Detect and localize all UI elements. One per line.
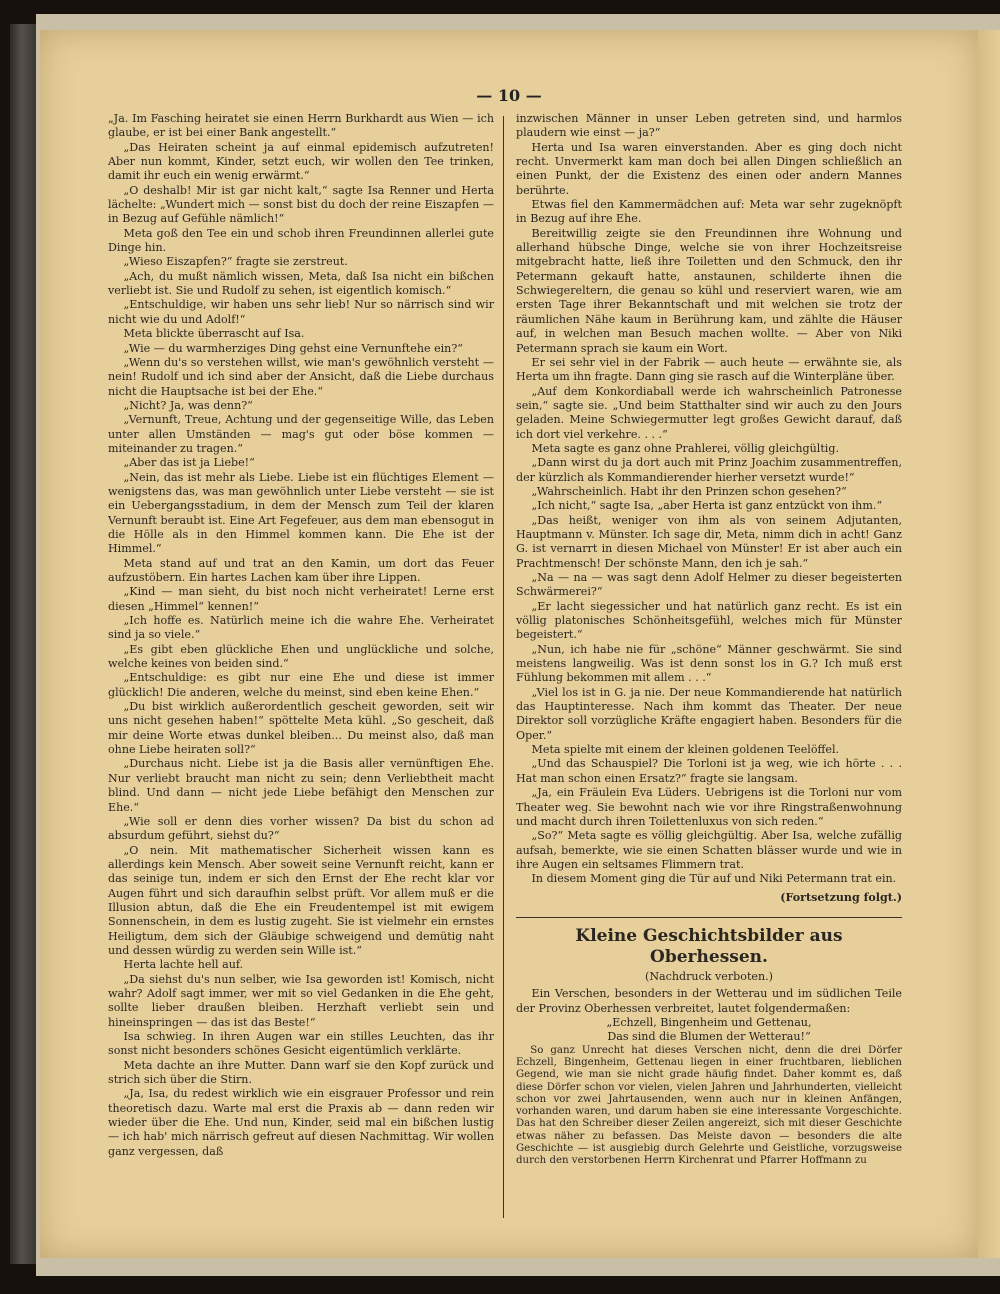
paragraph: „Da siehst du's nun selber, wie Isa geworden ist! Komisch, nicht wahr? Adolf sagt immer, wer mit so viel Gedanken in die Ehe geht, sollte lieber draußen bleiben. Herzhaft verliebt sein und hineinspringen — das ist das Beste!“ xyxy=(108,972,494,1029)
paragraph: In diesem Moment ging die Tür auf und Niki Petermann trat ein. xyxy=(531,872,897,886)
article-body: So ganz Unrecht hat dieses Verschen nicht, denn die drei Dörfer Echzell, Bingenheim, Gettenau liegen in einer fruchtbaren, lieblichen Gegend, wie man sie nicht grade häufig findet. Daher kommt es, daß diese Dörfer schon vor vielen, vielen Jahren und Jahrhunderten, vielleicht schon vor zwei Jahrtausenden, wenn auch nur in kleinen Anfängen, vorhanden waren, und darum haben sie eine interessante Vorgeschichte. Das hat den Schreiber dieser Zeilen angereizt, sich mit dieser Geschichte etwas näher zu befassen. Das Meiste davon — besonders die alte Geschichte — ist ausgiebig durch Gelehrte und Geistliche, vorzugsweise durch den verstorbenen Herrn Kirchenrat und Pfarrer Hoffmann zu xyxy=(516,1044,902,1167)
paragraph: „Ich nicht,“ sagte Isa, „aber Herta ist ganz entzückt von ihm.“ xyxy=(531,499,883,513)
continuation-note: (Fortsetzung folgt.) xyxy=(780,890,902,904)
right-column xyxy=(516,112,902,1168)
paragraph: „Ich hoffe es. Natürlich meine ich die wahre Ehe. Verheiratet sind ja so viele.“ xyxy=(108,614,494,642)
paragraph: „Kind — man sieht, du bist noch nicht verheiratet! Lerne erst diesen „Himmel“ kennen!“ xyxy=(108,585,494,613)
paragraph: „Ja. Im Fasching heiratet sie einen Herrn Burkhardt aus Wien — ich glaube, er ist bei einer Bank angestellt.“ xyxy=(108,112,494,140)
paragraph: „Nicht? Ja, was denn?“ xyxy=(123,398,253,412)
paragraph: „O nein. Mit mathematischer Sicherheit wissen kann es allerdings kein Mensch. Aber soweit seine Vernunft reicht, kann er das seinige tun, indem er sich den Ernst der Ehe recht klar vor Augen führt und sich daraufhin selbst prüft. Vor allem muß er die Illusion abtun, daß die Ehe ein Freudentempel ist mit ewigem Sonnenschein, in dem es lustig zugeht. Sie ist vielmehr ein ernstes Heiligtum, dem sich der Gläubige schweigend und demütig naht und dessen würdig zu werden sein Wille ist.“ xyxy=(108,843,494,957)
paragraph: Bereitwillig zeigte sie den Freundinnen ihre Wohnung und allerhand hübsche Dinge, welche sie von ihrer Hochzeitsreise mitgebracht hatte, ließ ihre Toiletten und den Schmuck, den ihr Petermann gekauft hatte, anstaunen, schilderte ihnen die Schwiegereltern, die genau so kühl und reserviert waren, wie am ersten Tage ihrer Bekanntschaft und mit welchen sie trotz der räumlichen Nähe kaum in Berührung kam, und zählte die Häuser auf, in welchen man Besuch machen wollte. — Aber von Niki Petermann sprach sie kaum ein Wort. xyxy=(516,226,902,355)
verse-line: Das sind die Blumen der Wetterau!“ xyxy=(607,1030,811,1044)
paragraph: Meta spielte mit einem der kleinen goldenen Teelöffel. xyxy=(531,743,840,757)
paragraph: „Ach, du mußt nämlich wissen, Meta, daß Isa nicht ein bißchen verliebt ist. Sie und Rudolf zu sehen, ist eigentlich komisch.“ xyxy=(108,269,494,298)
paragraph: „Nein, das ist mehr als Liebe. Liebe ist ein flüchtiges Element — wenigstens das, was man gewöhnlich unter Liebe versteht — sie ist ein Uebergangsstadium, in dem der Mensch zum Teil der klaren Vernunft beraubt ist. Eine Art Fegefeuer, aus dem man ebensogut in die Hölle als in den Himmel kommen kann. Die Ehe ist der Himmel.“ xyxy=(108,470,494,556)
paragraph: „So?“ Meta sagte es völlig gleichgültig. Aber Isa, welche zufällig aufsah, bemerkte, wie sie einen Schatten blässer wurde und wie in ihre Augen ein seltsames Flimmern trat. xyxy=(516,829,902,871)
paragraph: „Entschuldige: es gibt nur eine Ehe und diese ist immer glücklich! Die anderen, welche du meinst, sind eben keine Ehen.“ xyxy=(108,671,494,699)
paragraph: „Es gibt eben glückliche Ehen und unglückliche und solche, welche keines von beiden sind.“ xyxy=(108,642,494,671)
paragraph: „Dann wirst du ja dort auch mit Prinz Joachim zusammentreffen, der kürzlich als Kommandierender hierher versetzt wurde!“ xyxy=(516,456,902,484)
paragraph: „Wahrscheinlich. Habt ihr den Prinzen schon gesehen?“ xyxy=(531,484,847,498)
paragraph: „Nun, ich habe nie für „schöne“ Männer geschwärmt. Sie sind meistens langweilig. Was ist denn sonst los in G.? Ich muß erst Fühlung bekommen mit allem . . .“ xyxy=(516,642,902,685)
paragraph: „Wieso Eiszapfen?“ fragte sie zerstreut. xyxy=(123,255,348,269)
paragraph: Herta lachte hell auf. xyxy=(123,958,244,972)
column-divider xyxy=(503,116,504,1218)
paragraph: „Vernunft, Treue, Achtung und der gegenseitige Wille, das Leben unter allen Umständen — mag's gut oder böse kommen — miteinander zu tragen.“ xyxy=(108,413,494,455)
paragraph: inzwischen Männer in unser Leben getreten sind, und harmlos plaudern wie einst — ja?“ xyxy=(516,112,902,140)
paragraph: „Durchaus nicht. Liebe ist ja die Basis aller vernünftigen Ehe. Nur verliebt braucht man nicht zu sein; denn Verliebtheit macht blind. Und dann — nicht jede Liebe befähigt den Menschen zur Ehe.“ xyxy=(108,757,494,814)
paragraph: „Ja, Isa, du redest wirklich wie ein eisgrauer Professor und rein theoretisch dazu. Warte mal erst die Praxis ab — dann reden wir wieder über die Ehe. Und nun, Kinder, seid mal ein bißchen lustig — ich hab' mich närrisch gefreut auf diesen Nachmittag. Wir wollen ganz vergessen, daß xyxy=(108,1087,494,1158)
paragraph: „Ja, ein Fräulein Eva Lüders. Uebrigens ist die Torloni nur vom Theater weg. Sie bewohnt nach wie vor ihre Ringstraßenwohnung und macht durch ihren Toilettenluxus von sich reden.“ xyxy=(516,786,902,828)
article-headline: Kleine Geschichtsbilder aus Oberhessen. xyxy=(575,925,843,967)
paragraph: „Na — na — was sagt denn Adolf Helmer zu dieser begeisterten Schwärmerei?“ xyxy=(516,571,902,599)
paragraph: „Viel los ist in G. ja nie. Der neue Kommandierende hat natürlich das Hauptinteresse. Nach ihm kommt das Theater. Der neue Direktor soll vorzügliche Kräfte engagiert haben. Besonders für die Oper.“ xyxy=(516,685,902,742)
left-column xyxy=(108,112,494,1159)
newspaper-page xyxy=(40,30,978,1258)
paragraph: „Auf dem Konkordiaball werde ich wahrscheinlich Patronesse sein,“ sagte sie. „Und beim Statthalter sind wir auch zu den Jours geladen. Meine Schwiegermutter legt großes Gewicht darauf, daß ich dort viel verkehre. . . .“ xyxy=(516,384,902,441)
paragraph: „Das Heiraten scheint ja auf einmal epidemisch aufzutreten! Aber nun kommt, Kinder, setzt euch, wir wollen den Tee trinken, damit ihr euch ein wenig erwärmt.“ xyxy=(108,140,494,183)
paragraph: Er sei sehr viel in der Fabrik — auch heute — erwähnte sie, als Herta um ihn fragte. Dann ging sie rasch auf die Winterpläne über. xyxy=(516,355,902,384)
paragraph: „Wie — du warmherziges Ding gehst eine Vernunftehe ein?“ xyxy=(123,341,463,355)
paragraph: „Das heißt, weniger von ihm als von seinem Adjutanten, Hauptmann v. Münster. Ich sage dir, Meta, nimm dich in acht! Ganz G. ist vernarrt in diesen Michael von Münster! Er ist aber auch ein Prachtmensch! Der schönste Mann, den ich je sah.“ xyxy=(516,513,902,570)
paragraph: Herta und Isa waren einverstanden. Aber es ging doch nicht recht. Unvermerkt kam man doch bei allen Dingen schließlich an einen Punkt, der die Existenz des einen oder andern Mannes berührte. xyxy=(516,140,902,197)
paragraph: „O deshalb! Mir ist gar nicht kalt,“ sagte Isa Renner und Herta lächelte: „Wundert mich — sonst bist du doch der reine Eiszapfen — in Bezug auf Gefühle nämlich!“ xyxy=(108,183,494,226)
paragraph: Meta goß den Tee ein und schob ihren Freundinnen allerlei gute Dinge hin. xyxy=(108,226,494,255)
page-number: — 10 — xyxy=(476,86,542,105)
book-binding xyxy=(10,24,38,1264)
paragraph: „Entschuldige, wir haben uns sehr lieb! Nur so närrisch sind wir nicht wie du und Adolf!“ xyxy=(108,298,494,326)
paragraph: „Aber das ist ja Liebe!“ xyxy=(123,456,255,470)
paragraph: Meta dachte an ihre Mutter. Dann warf sie den Kopf zurück und strich sich über die Stirn. xyxy=(108,1058,494,1087)
paragraph: Meta sagte es ganz ohne Prahlerei, völlig gleichgültig. xyxy=(531,441,839,455)
paragraph: Meta stand auf und trat an den Kamin, um dort das Feuer aufzustöbern. Ein hartes Lachen kam über ihre Lippen. xyxy=(108,556,494,584)
paragraph: „Wenn du's so verstehen willst, wie man's gewöhnlich versteht — nein! Rudolf und ich sind aber der Ansicht, daß die Liebe durchaus nicht die Hauptsache ist bei der Ehe.“ xyxy=(108,355,494,398)
paragraph: „Und das Schauspiel? Die Torloni ist ja weg, wie ich hörte . . . Hat man schon einen Ersatz?“ fragte sie langsam. xyxy=(516,757,902,785)
paragraph: „Wie soll er denn dies vorher wissen? Da bist du schon ad absurdum geführt, siehst du?“ xyxy=(108,814,494,843)
paragraph: Isa schwieg. In ihren Augen war ein stilles Leuchten, das ihr sonst nicht besonders schönes Gesicht eigentümlich verklärte. xyxy=(108,1030,494,1058)
article-intro: Ein Verschen, besonders in der Wetterau und im südlichen Teile der Provinz Oberhessen verbreitet, lautet folgendermaßen: xyxy=(516,987,902,1015)
paragraph: Etwas fiel den Kammermädchen auf: Meta war sehr zugeknöpft in Bezug auf ihre Ehe. xyxy=(516,198,902,226)
paragraph: Meta blickte überrascht auf Isa. xyxy=(123,327,305,341)
reprint-note: (Nachdruck verboten.) xyxy=(645,969,773,983)
paragraph: „Du bist wirklich außerordentlich gescheit geworden, seit wir uns nicht gesehen haben!“ spöttelte Meta kühl. „So gescheit, daß mir deine Worte etwas dunkel bleiben... Du meinst also, daß man ohne Liebe heiraten soll?“ xyxy=(108,700,494,757)
verse-line: „Echzell, Bingenheim und Gettenau, xyxy=(606,1015,812,1029)
article-separator xyxy=(516,917,902,918)
paragraph: „Er lacht siegessicher und hat natürlich ganz recht. Es ist ein völlig platonisches Schönheitsgefühl, welches mich für Münster begeistert.“ xyxy=(516,599,902,642)
